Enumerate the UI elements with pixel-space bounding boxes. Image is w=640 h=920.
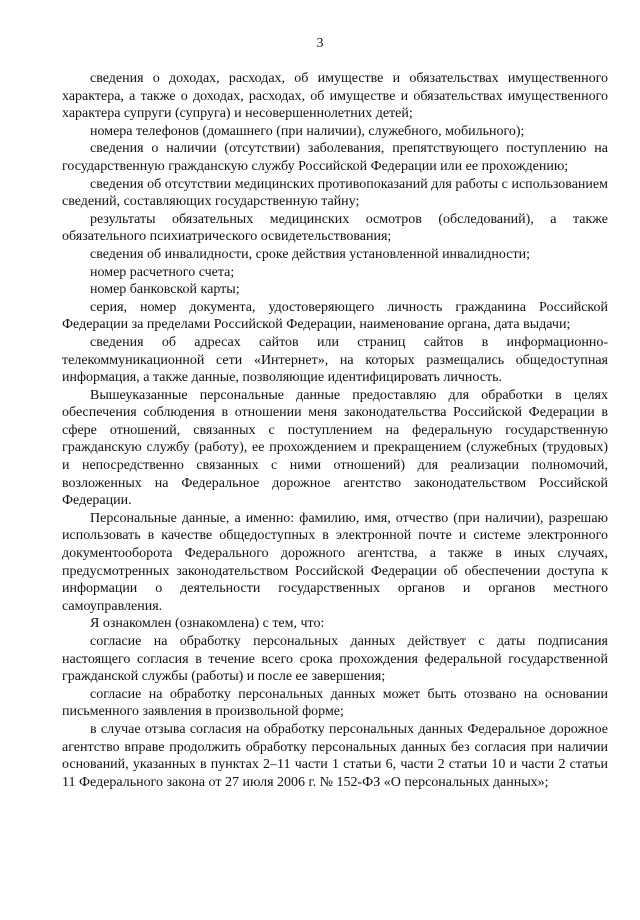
paragraph-websites: сведения об адресах сайтов или страниц сайтов в информационно-телекоммуникационной сети «Интернет», на которых размещались общедоступная информация, а также данные, позволяющие идентифицировать личность. <box>62 334 608 386</box>
paragraph-passport: серия, номер документа, удостоверяющего личность гражданина Российской Федерации за пределами Российской Федерации, наименование органа, дата выдачи; <box>62 299 608 333</box>
paragraph-medical-contraindications: сведения об отсутствии медицинских противопоказаний для работы с использованием сведений, составляющих государственную тайну; <box>62 176 608 210</box>
paragraph-consent-revocation: согласие на обработку персональных данных может быть отозвано на основании письменного заявления в произвольной форме; <box>62 686 608 720</box>
paragraph-medical-exams: результаты обязательных медицинских осмотров (обследований), а также обязательного психиатрического освидетельствования; <box>62 211 608 245</box>
paragraph-public-data: Персональные данные, а именно: фамилию, имя, отчество (при наличии), разрешаю использовать в качестве общедоступных в электронной почте и системе электронного документооборота Федерального дорожного агентства, а также в иных случаях, предусмотренных законодательством Российской Федерации об обеспечении доступа к информации о деятельности государственных органов и органов местного самоуправления. <box>62 510 608 614</box>
paragraph-acknowledgement: Я ознакомлен (ознакомлена) с тем, что: <box>90 616 325 632</box>
paragraph-income-property: сведения о доходах, расходах, об имуществе и обязательствах имущественного характера, а также о доходах, расходах, об имуществе и обязательствах имущественного характера супруги (супруга) и несовершеннолетних детей; <box>62 71 608 122</box>
paragraph-account-number: номер расчетного счета; <box>90 264 235 280</box>
page-number: 3 <box>316 36 324 51</box>
paragraph-revocation-consequences: в случае отзыва согласия на обработку персональных данных Федеральное дорожное агентство вправе продолжить обработку персональных данных без согласия при наличии оснований, указанных в пунктах 2–11 части 1 статьи 6, части 2 статьи 10 и части 2 статьи 11 Федерального закона от 27 июля 2006 г. № 152-ФЗ «О персональных данных»; <box>62 721 608 790</box>
paragraph-processing-purpose: Вышеуказанные персональные данные предоставляю для обработки в целях обеспечения соблюдения в отношении меня законодательства Российской Федерации в сфере отношений, связанных с поступлением на федеральную государственную гражданскую службу (работу), ее прохождением и прекращением (служебных (трудовых) и непосредственно связанных с ними отношений) для реализации полномочий, возложенных на Федеральное дорожное агентство законодательством Российской Федерации. <box>62 387 608 509</box>
paragraph-phone-numbers: номера телефонов (домашнего (при наличии), служебного, мобильного); <box>90 123 525 139</box>
paragraph-consent-duration: согласие на обработку персональных данных действует с даты подписания настоящего согласия в течение всего срока прохождения федеральной государственной гражданской службы (работы) и после ее завершения; <box>62 634 608 685</box>
document-body <box>62 70 608 791</box>
paragraph-card-number: номер банковской карты; <box>90 282 240 298</box>
paragraph-disease-info: сведения о наличии (отсутствии) заболевания, препятствующего поступлению на государственную гражданскую службу Российской Федерации или ее прохождению; <box>62 141 608 174</box>
paragraph-disability: сведения об инвалидности, сроке действия установленной инвалидности; <box>90 246 530 262</box>
